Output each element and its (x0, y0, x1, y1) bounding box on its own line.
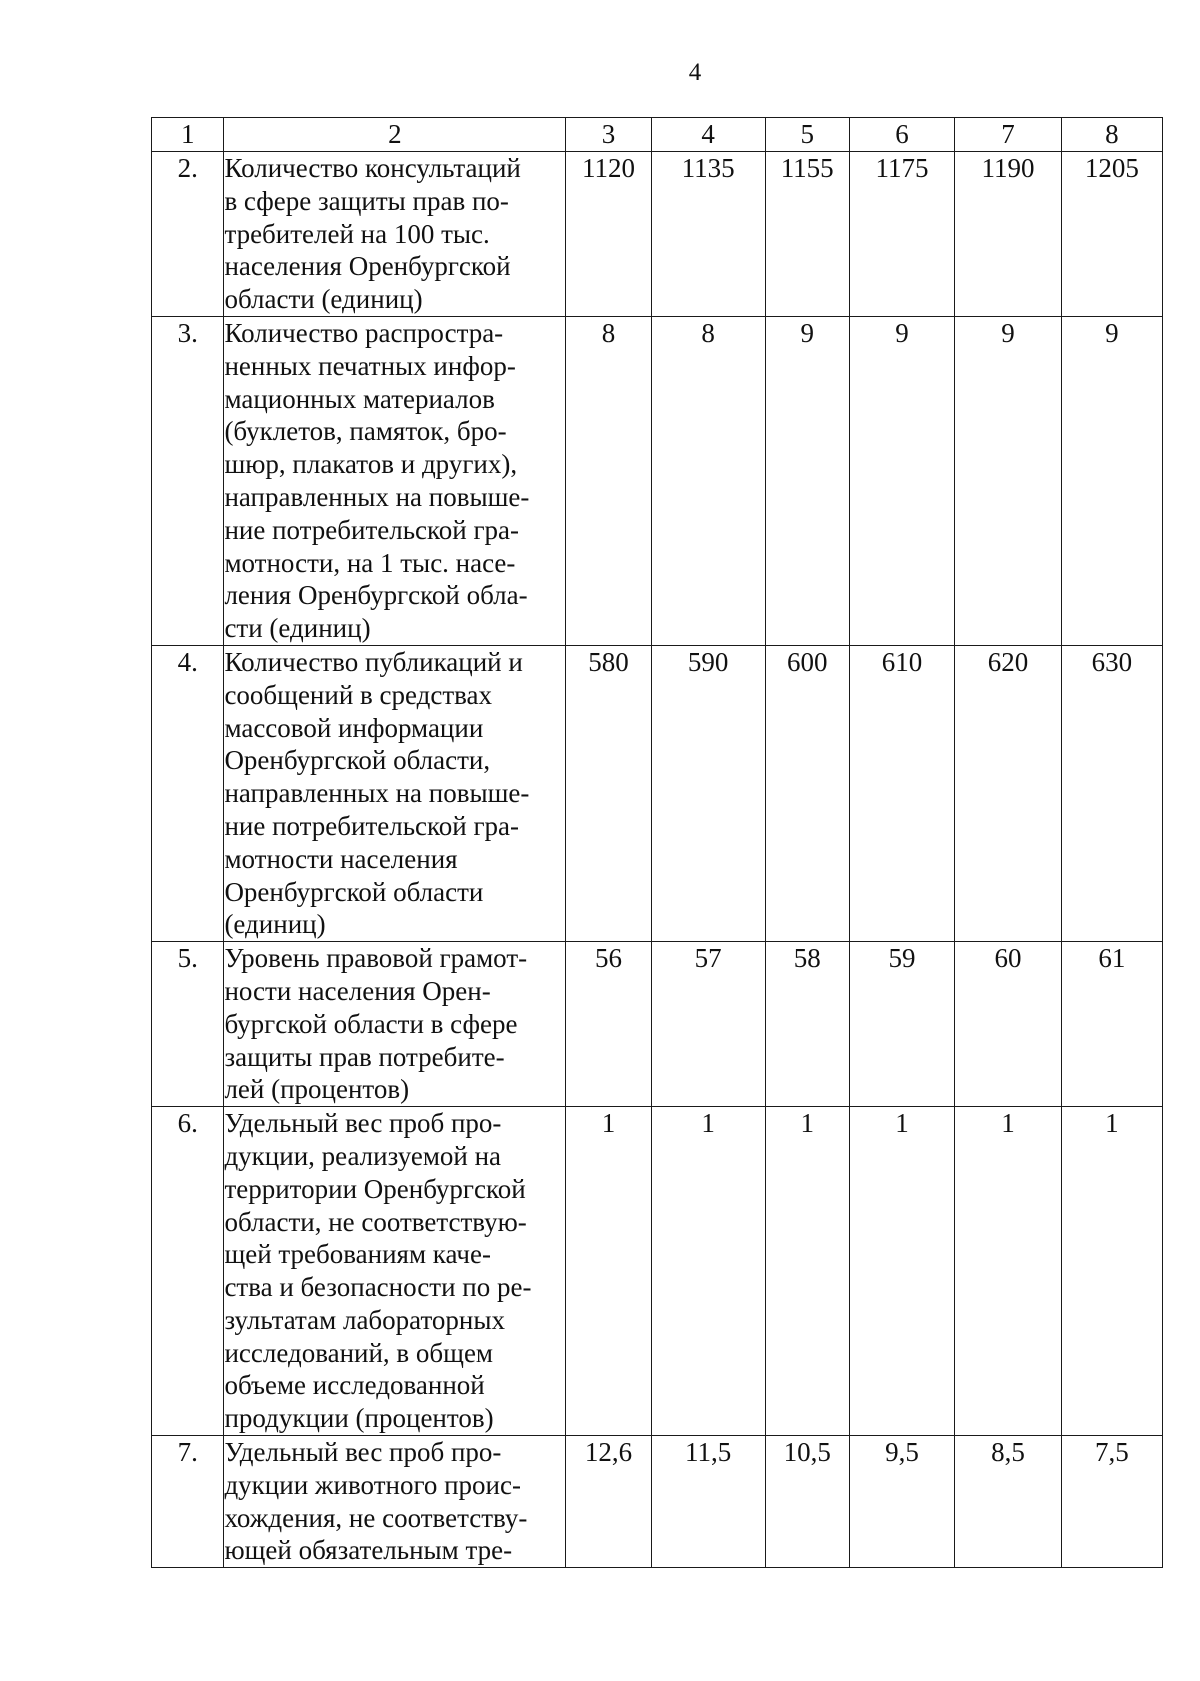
indicator-name-line: ления Оренбургской обла- (224, 580, 528, 611)
value-cell-col-6: 9,5 (849, 1436, 954, 1568)
indicator-name (224, 316, 566, 645)
indicator-name-line: Количество публикаций и (224, 646, 523, 677)
value-cell-col-3: 1120 (566, 152, 651, 317)
value-cell-col-8: 1 (1061, 1107, 1162, 1436)
indicator-name-line: Удельный вес проб про- (224, 1108, 502, 1139)
indicator-name-line: объеме исследованной (224, 1370, 485, 1401)
indicator-name-line: хождения, не соответству- (224, 1502, 528, 1533)
indicator-name-line: ние потребительской гра- (224, 514, 520, 545)
indicator-name-line: дукции животного проис- (224, 1469, 521, 1500)
value-cell-col-7: 8,5 (955, 1436, 1062, 1568)
indicator-name (224, 1436, 566, 1568)
value-cell-col-7: 620 (955, 645, 1062, 941)
header-cell-6: 6 (849, 118, 954, 152)
value-cell-col-4: 11,5 (651, 1436, 765, 1568)
value-cell-col-4: 1135 (651, 152, 765, 317)
header-cell-5: 5 (765, 118, 849, 152)
value-cell-col-3: 8 (566, 316, 651, 645)
indicator-name (224, 645, 566, 941)
indicator-name-line: территории Оренбургской (224, 1173, 526, 1204)
indicator-name-line: Оренбургской области (224, 876, 484, 907)
value-cell-col-4: 1 (651, 1107, 765, 1436)
indicator-name-line: ности населения Орен- (224, 975, 491, 1006)
indicator-name-line: Уровень правовой грамот- (224, 943, 528, 974)
indicator-name-line: сообщений в средствах (224, 679, 493, 710)
row-number: 6. (152, 1107, 224, 1436)
header-cell-7: 7 (955, 118, 1062, 152)
indicator-name-line: ние потребительской гра- (224, 810, 520, 841)
page-number: 4 (688, 59, 702, 86)
indicator-name-line: щей требованиям каче- (224, 1239, 491, 1270)
table-row (152, 942, 1163, 1107)
value-cell-col-4: 8 (651, 316, 765, 645)
indicator-name-line: (единиц) (224, 909, 326, 940)
indicator-name-line: лей (процентов) (224, 1074, 410, 1105)
value-cell-col-3: 580 (566, 645, 651, 941)
indicator-name-line: Количество распростра- (224, 317, 504, 348)
indicator-name-line: бургской области в сфере (224, 1008, 518, 1039)
indicator-name-line: исследований, в общем (224, 1337, 494, 1368)
value-cell-col-8: 630 (1061, 645, 1162, 941)
table-header-row (152, 118, 1163, 152)
indicator-name (224, 1107, 566, 1436)
indicator-name-line: сти (единиц) (224, 613, 371, 644)
indicator-name-line: ства и безопасности по ре- (224, 1272, 532, 1303)
row-number: 5. (152, 942, 224, 1107)
indicators-table (151, 117, 1163, 1568)
value-cell-col-8: 9 (1061, 316, 1162, 645)
indicator-name-line: требителей на 100 тыс. (224, 218, 490, 249)
indicator-name-line: массовой информации (224, 712, 484, 743)
indicator-name (224, 152, 566, 317)
value-cell-col-3: 56 (566, 942, 651, 1107)
indicator-name-line: в сфере защиты прав по- (224, 185, 509, 216)
value-cell-col-7: 1190 (955, 152, 1062, 317)
indicator-name (224, 942, 566, 1107)
value-cell-col-7: 1 (955, 1107, 1062, 1436)
value-cell-col-8: 7,5 (1061, 1436, 1162, 1568)
header-cell-8: 8 (1061, 118, 1162, 152)
indicator-name-line: мотности, на 1 тыс. насе- (224, 547, 516, 578)
value-cell-col-6: 1175 (849, 152, 954, 317)
value-cell-col-3: 1 (566, 1107, 651, 1436)
header-cell-2: 2 (224, 118, 566, 152)
table-row (152, 1436, 1163, 1568)
indicator-name-line: зультатам лабораторных (224, 1304, 505, 1335)
value-cell-col-5: 9 (765, 316, 849, 645)
indicator-name-line: дукции, реализуемой на (224, 1140, 502, 1171)
indicator-name-line: мотности населения (224, 843, 458, 874)
indicator-name-line: шюр, плакатов и других), (224, 449, 518, 480)
table-row (152, 645, 1163, 941)
indicator-name-line: населения Оренбургской (224, 251, 511, 282)
indicator-name-line: направленных на повыше- (224, 481, 530, 512)
header-cell-4: 4 (651, 118, 765, 152)
value-cell-col-4: 57 (651, 942, 765, 1107)
value-cell-col-4: 590 (651, 645, 765, 941)
row-number: 2. (152, 152, 224, 317)
row-number: 3. (152, 316, 224, 645)
value-cell-col-6: 59 (849, 942, 954, 1107)
table-row (152, 1107, 1163, 1436)
value-cell-col-6: 9 (849, 316, 954, 645)
indicator-name-line: направленных на повыше- (224, 778, 530, 809)
row-number: 4. (152, 645, 224, 941)
table-row (152, 316, 1163, 645)
header-cell-1: 1 (152, 118, 224, 152)
value-cell-col-5: 1155 (765, 152, 849, 317)
indicator-name-line: Количество консультаций (224, 153, 521, 183)
value-cell-col-5: 58 (765, 942, 849, 1107)
value-cell-col-5: 1 (765, 1107, 849, 1436)
indicator-name-line: продукции (процентов) (224, 1403, 494, 1434)
indicator-name-line: защиты прав потребите- (224, 1041, 505, 1072)
header-cell-3: 3 (566, 118, 651, 152)
row-number: 7. (152, 1436, 224, 1568)
value-cell-col-5: 600 (765, 645, 849, 941)
indicator-name-line: Оренбургской области, (224, 745, 491, 776)
indicator-name-line: области, не соответствую- (224, 1206, 527, 1237)
value-cell-col-6: 610 (849, 645, 954, 941)
value-cell-col-6: 1 (849, 1107, 954, 1436)
value-cell-col-8: 1205 (1061, 152, 1162, 317)
indicator-name-line: области (единиц) (224, 284, 423, 315)
value-cell-col-7: 9 (955, 316, 1062, 645)
value-cell-col-3: 12,6 (566, 1436, 651, 1568)
indicator-name-line: мационных материалов (224, 383, 495, 414)
indicator-name-line: ющей обязательным тре- (224, 1535, 513, 1566)
indicator-name-line: ненных печатных инфор- (224, 350, 516, 381)
value-cell-col-5: 10,5 (765, 1436, 849, 1568)
table-row (152, 152, 1163, 317)
value-cell-col-7: 60 (955, 942, 1062, 1107)
value-cell-col-8: 61 (1061, 942, 1162, 1107)
indicator-name-line: (буклетов, памяток, бро- (224, 416, 507, 447)
indicator-name-line: Удельный вес проб про- (224, 1437, 502, 1468)
